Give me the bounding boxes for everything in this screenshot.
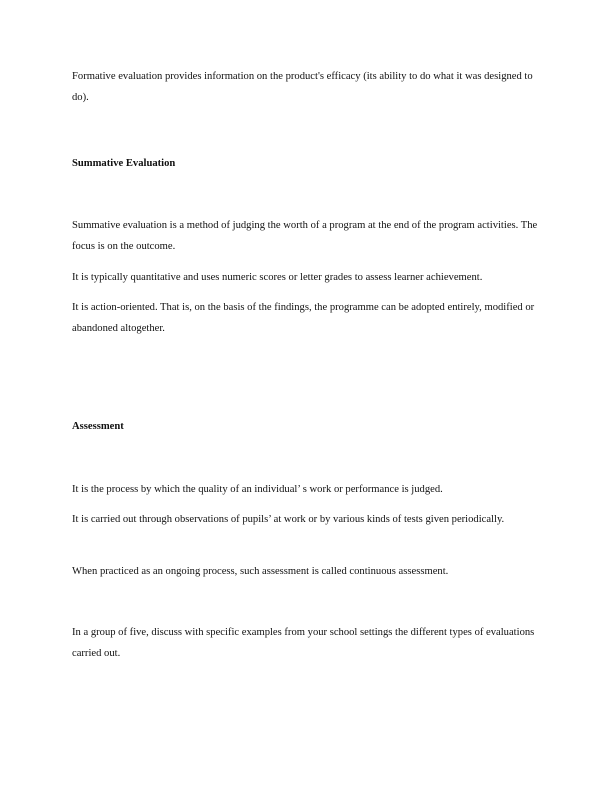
summative-definition-paragraph: Summative evaluation is a method of judging the worth of a program at the end of the program activities. The focus is on the outcome.: [72, 220, 538, 252]
formative-efficacy-paragraph: Formative evaluation provides information on the product's efficacy (its ability to do what it was designed to do).: [72, 71, 533, 103]
assessment-continuous-paragraph: When practiced as an ongoing process, such assessment is called continuous assessment.: [72, 566, 449, 577]
summative-evaluation-heading: Summative Evaluation: [72, 158, 176, 169]
group-activity-paragraph: In a group of five, discuss with specific examples from your school settings the different types of evaluations carried out.: [72, 627, 535, 659]
assessment-definition-paragraph: It is the process by which the quality of an individual’ s work or performance is judged.: [72, 484, 443, 495]
summative-action-paragraph: It is action-oriented. That is, on the basis of the findings, the programme can be adopted entirely, modified or abandoned altogether.: [72, 302, 535, 334]
summative-quantitative-paragraph: It is typically quantitative and uses numeric scores or letter grades to assess learner achievement.: [72, 272, 483, 283]
assessment-heading: Assessment: [72, 421, 124, 432]
assessment-observations-paragraph: It is carried out through observations of pupils’ at work or by various kinds of tests given periodically.: [72, 514, 505, 525]
